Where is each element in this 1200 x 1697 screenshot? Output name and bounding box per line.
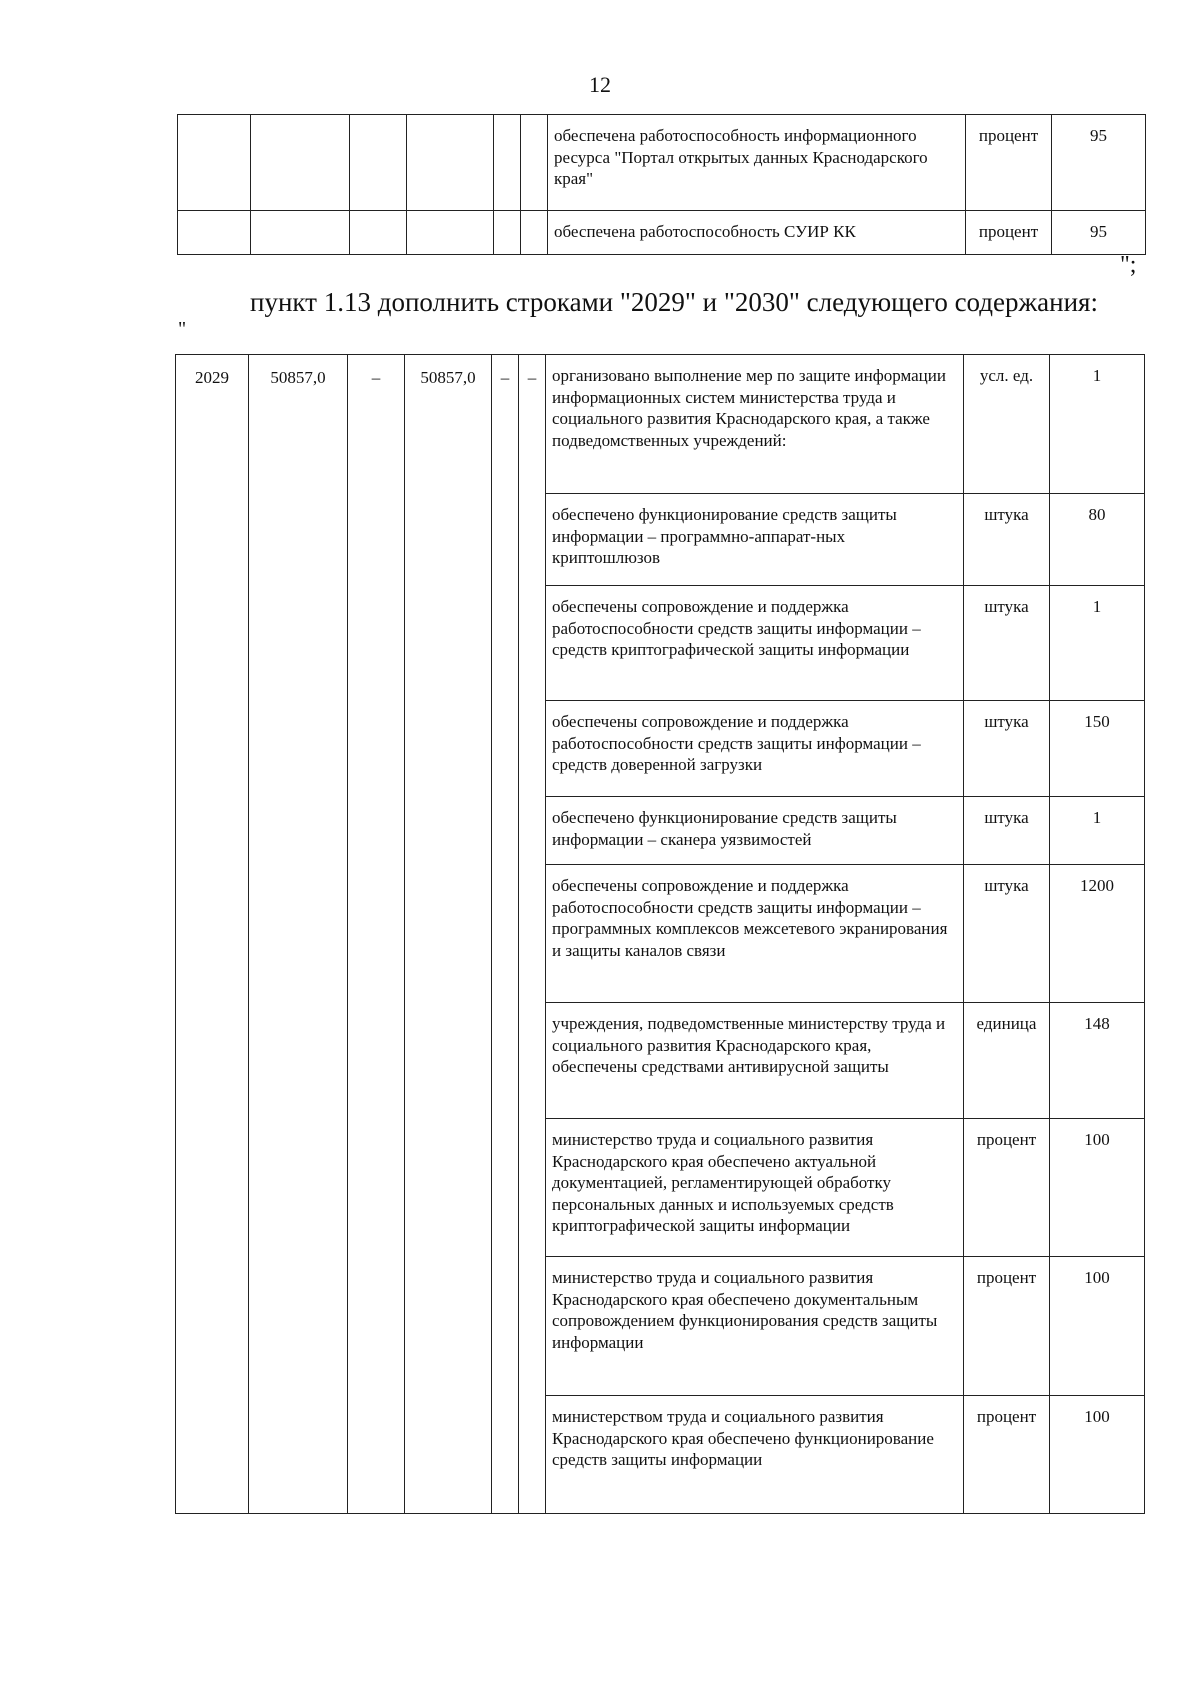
indicator-text: обеспечено функционирование средств защиты информации – сканера уязвимостей [546,797,964,865]
indicator-value: 100 [1050,1119,1145,1257]
indicator-text: обеспечена работоспособность СУИР КК [548,211,966,255]
empty-cell [521,211,548,255]
indicator-unit: процент [966,115,1052,211]
indicator-value: 1 [1050,797,1145,865]
continuation-table [177,114,1146,255]
indicator-text: обеспечены сопровождение и поддержка работоспособности средств защиты информации – средств криптографической защиты информации [546,586,964,701]
opening-quote: " [178,318,187,340]
indicator-text: обеспечены сопровождение и поддержка работоспособности средств защиты информации – средств доверенной загрузки [546,701,964,797]
table-row [178,115,1146,211]
indicator-unit: штука [964,494,1050,586]
page-number: 12 [589,72,611,97]
empty-cell [494,211,521,255]
dash-cell: – [519,355,546,1514]
indicator-text: организовано выполнение мер по защите информации информационных систем министерства труда и социального развития Краснодарского края, а также подведомственных учреждений: [546,355,964,494]
empty-cell [521,115,548,211]
indicator-unit: штука [964,865,1050,1003]
indicator-value: 150 [1050,701,1145,797]
total-amount-cell: 50857,0 [249,355,348,1514]
indicator-text: министерство труда и социального развития Краснодарского края обеспечено актуальной документацией, регламентирующей обработку персональных данных и используемых средств криптографической защиты информации [546,1119,964,1257]
dash-cell: – [492,355,519,1514]
indicator-unit: процент [964,1257,1050,1396]
table-row [178,211,1146,255]
indicator-value: 95 [1052,115,1146,211]
indicator-value: 1 [1050,355,1145,494]
dash-cell: – [348,355,405,1514]
indicator-value: 80 [1050,494,1145,586]
indicator-text: министерством труда и социального развития Краснодарского края обеспечено функционирование средств защиты информации [546,1396,964,1514]
indicator-value: 148 [1050,1003,1145,1119]
indicator-text: министерство труда и социального развития Краснодарского края обеспечено документальным сопровождением функционирования средств защиты информации [546,1257,964,1396]
empty-cell [178,115,251,211]
indicator-value: 100 [1050,1257,1145,1396]
empty-cell [350,211,407,255]
empty-cell [251,115,350,211]
indicator-text: обеспечено функционирование средств защиты информации – программно-аппарат-ных криптошлюзов [546,494,964,586]
empty-cell [350,115,407,211]
indicator-value: 1 [1050,586,1145,701]
indicator-unit: единица [964,1003,1050,1119]
table-row [176,355,1145,494]
indicator-unit: процент [964,1396,1050,1514]
indicator-unit: процент [966,211,1052,255]
empty-cell [407,211,494,255]
indicator-value: 1200 [1050,865,1145,1003]
indicator-unit: штука [964,797,1050,865]
instruction-text: пункт 1.13 дополнить строками "2029" и "2030" следующего содержания: [250,287,1098,317]
empty-cell [494,115,521,211]
indicator-text: учреждения, подведомственные министерству труда и социального развития Краснодарского края, обеспечены средствами антивирусной защиты [546,1003,964,1119]
amount-cell: 50857,0 [405,355,492,1514]
empty-cell [407,115,494,211]
indicator-text: обеспечена работоспособность информационного ресурса "Портал открытых данных Краснодарского края" [548,115,966,211]
closing-quote: "; [1120,252,1137,278]
indicator-unit: штука [964,701,1050,797]
indicator-text: обеспечены сопровождение и поддержка работоспособности средств защиты информации – программных комплексов межсетевого экранирования и защиты каналов связи [546,865,964,1003]
year-cell: 2029 [176,355,249,1514]
amendment-table [175,354,1145,1514]
indicator-unit: усл. ед. [964,355,1050,494]
indicator-value: 95 [1052,211,1146,255]
empty-cell [178,211,251,255]
empty-cell [251,211,350,255]
indicator-unit: процент [964,1119,1050,1257]
indicator-value: 100 [1050,1396,1145,1514]
indicator-unit: штука [964,586,1050,701]
